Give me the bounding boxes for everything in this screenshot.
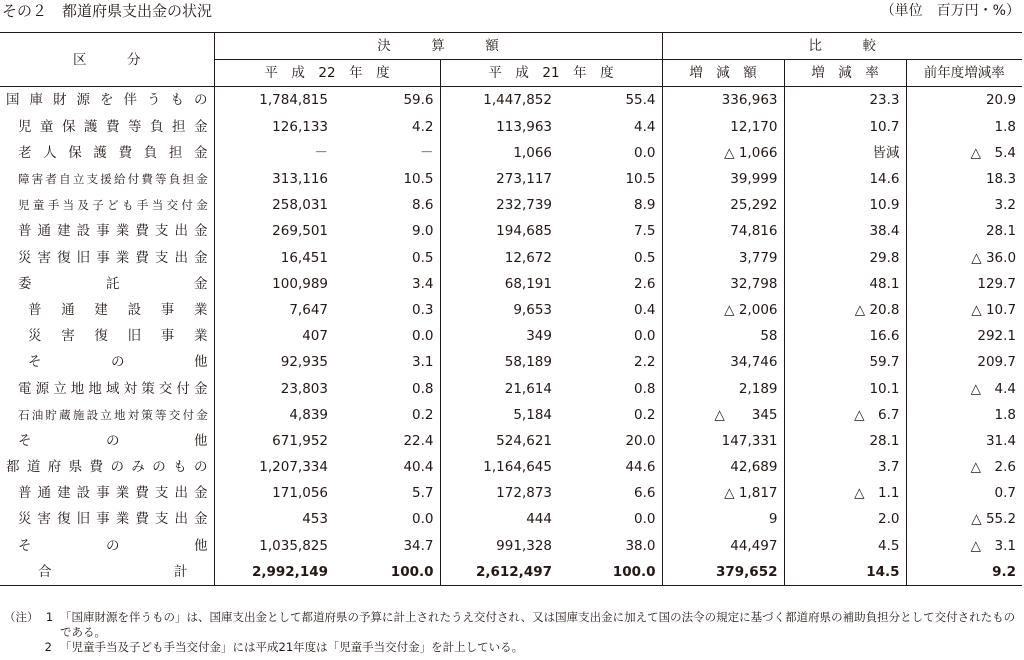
value-h21: 991,328 bbox=[440, 533, 558, 559]
note-2 bbox=[4, 640, 1020, 655]
row-label: 普通建設事業費支出金 bbox=[18, 223, 208, 240]
table-row bbox=[0, 480, 1022, 506]
change-rate: 4.5 bbox=[784, 533, 906, 559]
prev-change-rate: △ 10.7 bbox=[906, 297, 1022, 323]
share-h21: 44.6 bbox=[625, 459, 656, 476]
note-2-num: 2 bbox=[44, 640, 52, 654]
value-h21: 1,164,645 bbox=[440, 454, 558, 480]
change-rate: 3.7 bbox=[784, 454, 906, 480]
share-h22: 0.0 bbox=[412, 328, 434, 345]
share-h22: 8.6 bbox=[412, 197, 434, 214]
share-h22: 34.7 bbox=[403, 537, 434, 554]
share-h22: 22.4 bbox=[403, 432, 434, 449]
header-category: 区 分 bbox=[0, 33, 214, 87]
value-h21: 21,614 bbox=[440, 375, 558, 401]
share-h21: 2.6 bbox=[634, 275, 656, 292]
expenditure-table bbox=[0, 32, 1022, 586]
share-h22: 4.2 bbox=[412, 118, 434, 135]
table-row bbox=[0, 506, 1022, 532]
change-amount: 25,292 bbox=[662, 192, 784, 218]
share-h21: 55.4 bbox=[625, 92, 656, 109]
change-amount: △ 1,066 bbox=[662, 140, 784, 166]
row-label: そ の 他 bbox=[28, 354, 208, 371]
table-row bbox=[0, 192, 1022, 218]
prev-change-rate: 1.8 bbox=[906, 114, 1022, 140]
notes bbox=[4, 610, 1020, 655]
value-h22: 4,839 bbox=[214, 402, 334, 428]
table-row bbox=[0, 375, 1022, 401]
row-label: 石油貯蔵施設立地対策等交付金 bbox=[18, 407, 208, 422]
value-h22: － bbox=[214, 140, 334, 166]
table-row bbox=[0, 87, 1022, 114]
prev-change-rate: △ 3.1 bbox=[906, 533, 1022, 559]
share-h21: 0.2 bbox=[634, 406, 656, 423]
change-amount: 74,816 bbox=[662, 218, 784, 244]
change-rate: 14.6 bbox=[784, 166, 906, 192]
change-amount: 9 bbox=[662, 506, 784, 532]
value-h22: 92,935 bbox=[214, 349, 334, 375]
prev-change-rate: 3.2 bbox=[906, 192, 1022, 218]
prev-change-rate: 28.1 bbox=[906, 218, 1022, 244]
share-h22: 0.8 bbox=[412, 380, 434, 397]
total-change-amount: 379,652 bbox=[662, 559, 784, 586]
value-h21: 58,189 bbox=[440, 349, 558, 375]
value-h21: 524,621 bbox=[440, 428, 558, 454]
value-h22: 1,207,334 bbox=[214, 454, 334, 480]
share-h22: 5.7 bbox=[412, 485, 434, 502]
share-h22: 0.2 bbox=[412, 406, 434, 423]
value-h22: 269,501 bbox=[214, 218, 334, 244]
change-rate: 23.3 bbox=[784, 87, 906, 114]
share-h21: 38.0 bbox=[625, 537, 656, 554]
change-rate: 16.6 bbox=[784, 323, 906, 349]
change-amount: 44,497 bbox=[662, 533, 784, 559]
value-h22: 171,056 bbox=[214, 480, 334, 506]
table-row bbox=[0, 428, 1022, 454]
share-h22: 3.1 bbox=[412, 354, 434, 371]
header-h21: 平 成 21 年 度 bbox=[440, 60, 662, 87]
change-rate: 38.4 bbox=[784, 218, 906, 244]
share-h22: － bbox=[420, 144, 434, 161]
row-label: 災害復旧事業費支出金 bbox=[18, 511, 208, 528]
value-h22: 407 bbox=[214, 323, 334, 349]
header-change-rate: 増 減 率 bbox=[784, 60, 906, 87]
total-label: 合 計 bbox=[38, 563, 188, 580]
header-comparison: 比 較 bbox=[662, 33, 1022, 60]
table-row bbox=[0, 114, 1022, 140]
row-label: 都道府県費のみのもの bbox=[6, 459, 208, 476]
prev-change-rate: △ 55.2 bbox=[906, 506, 1022, 532]
change-amount: 3,779 bbox=[662, 245, 784, 271]
change-rate: 59.7 bbox=[784, 349, 906, 375]
share-h21: 0.0 bbox=[634, 511, 656, 528]
value-h21: 5,184 bbox=[440, 402, 558, 428]
prev-change-rate: 0.7 bbox=[906, 480, 1022, 506]
row-label: 老人保護費負担金 bbox=[18, 144, 208, 161]
value-h22: 671,952 bbox=[214, 428, 334, 454]
header-prev-change-rate: 前年度増減率 bbox=[906, 60, 1022, 87]
value-h21: 273,117 bbox=[440, 166, 558, 192]
change-amount: 34,746 bbox=[662, 349, 784, 375]
change-amount: 336,963 bbox=[662, 87, 784, 114]
prev-change-rate: 20.9 bbox=[906, 87, 1022, 114]
share-h22: 0.3 bbox=[412, 301, 434, 318]
prev-change-rate: △ 36.0 bbox=[906, 245, 1022, 271]
share-h21: 0.8 bbox=[634, 380, 656, 397]
value-h22: 23,803 bbox=[214, 375, 334, 401]
change-rate: 28.1 bbox=[784, 428, 906, 454]
table-row bbox=[0, 454, 1022, 480]
prev-change-rate: 209.7 bbox=[906, 349, 1022, 375]
share-h21: 2.2 bbox=[634, 354, 656, 371]
value-h21: 9,653 bbox=[440, 297, 558, 323]
table-row bbox=[0, 218, 1022, 244]
change-rate: △ 6.7 bbox=[784, 402, 906, 428]
total-prev-change-rate: 9.2 bbox=[906, 559, 1022, 586]
row-label: 普通建設事業費支出金 bbox=[18, 485, 208, 502]
change-amount: 2,189 bbox=[662, 375, 784, 401]
value-h22: 100,989 bbox=[214, 271, 334, 297]
value-h21: 194,685 bbox=[440, 218, 558, 244]
row-label: 災害復旧事業 bbox=[28, 328, 208, 345]
share-h21: 0.5 bbox=[634, 249, 656, 266]
unit-label: （単位 百万円・%） bbox=[880, 3, 1020, 19]
change-rate: 48.1 bbox=[784, 271, 906, 297]
table-row bbox=[0, 297, 1022, 323]
share-h21: 0.0 bbox=[634, 328, 656, 345]
change-rate: 10.7 bbox=[784, 114, 906, 140]
change-rate: 10.1 bbox=[784, 375, 906, 401]
value-h22: 126,133 bbox=[214, 114, 334, 140]
table-row bbox=[0, 323, 1022, 349]
note-2-text: 「児童手当及子ども手当交付金」には平成21年度は「児童手当交付金」を計上している。 bbox=[60, 640, 524, 654]
share-h21: 0.4 bbox=[634, 301, 656, 318]
share-h22: 9.0 bbox=[412, 223, 434, 240]
change-amount: 58 bbox=[662, 323, 784, 349]
value-h21: 1,066 bbox=[440, 140, 558, 166]
prev-change-rate: △ 4.4 bbox=[906, 375, 1022, 401]
value-h21: 113,963 bbox=[440, 114, 558, 140]
value-h21: 68,191 bbox=[440, 271, 558, 297]
value-h21: 1,447,852 bbox=[440, 87, 558, 114]
row-label: 国庫財源を伴うもの bbox=[6, 92, 208, 109]
change-rate: △ 20.8 bbox=[784, 297, 906, 323]
row-label: 障害者自立支援給付費等負担金 bbox=[18, 172, 208, 187]
prev-change-rate: 18.3 bbox=[906, 166, 1022, 192]
value-h21: 444 bbox=[440, 506, 558, 532]
share-h22: 0.0 bbox=[412, 511, 434, 528]
total-share-h21: 100.0 bbox=[558, 559, 662, 586]
prev-change-rate: 1.8 bbox=[906, 402, 1022, 428]
total-row bbox=[0, 559, 1022, 586]
row-label: 電源立地地域対策交付金 bbox=[18, 380, 208, 397]
table-row bbox=[0, 349, 1022, 375]
prev-change-rate: △ 2.6 bbox=[906, 454, 1022, 480]
share-h21: 20.0 bbox=[625, 432, 656, 449]
table-row bbox=[0, 140, 1022, 166]
change-amount: △ 2,006 bbox=[662, 297, 784, 323]
share-h21: 6.6 bbox=[634, 485, 656, 502]
change-rate: 皆減 bbox=[784, 140, 906, 166]
prev-change-rate: △ 5.4 bbox=[906, 140, 1022, 166]
share-h22: 3.4 bbox=[412, 275, 434, 292]
change-amount: 12,170 bbox=[662, 114, 784, 140]
change-rate: △ 1.1 bbox=[784, 480, 906, 506]
table-row bbox=[0, 402, 1022, 428]
row-label: 委 託 金 bbox=[18, 275, 208, 292]
page-title: その２ 都道府県支出金の状況 bbox=[2, 2, 213, 20]
share-h21: 0.0 bbox=[634, 144, 656, 161]
value-h22: 258,031 bbox=[214, 192, 334, 218]
share-h22: 10.5 bbox=[403, 171, 434, 188]
change-amount: 39,999 bbox=[662, 166, 784, 192]
prev-change-rate: 129.7 bbox=[906, 271, 1022, 297]
change-amount: 147,331 bbox=[662, 428, 784, 454]
change-amount: △ 345 bbox=[662, 402, 784, 428]
value-h21: 349 bbox=[440, 323, 558, 349]
table-row bbox=[0, 166, 1022, 192]
change-rate: 10.9 bbox=[784, 192, 906, 218]
total-share-h22: 100.0 bbox=[334, 559, 440, 586]
row-label: 普通建設事業 bbox=[28, 301, 208, 318]
change-amount: △ 1,817 bbox=[662, 480, 784, 506]
change-rate: 29.8 bbox=[784, 245, 906, 271]
prev-change-rate: 31.4 bbox=[906, 428, 1022, 454]
share-h21: 4.4 bbox=[634, 118, 656, 135]
header-h22: 平 成 22 年 度 bbox=[214, 60, 440, 87]
change-rate: 2.0 bbox=[784, 506, 906, 532]
value-h22: 313,116 bbox=[214, 166, 334, 192]
change-amount: 32,798 bbox=[662, 271, 784, 297]
share-h21: 7.5 bbox=[634, 223, 656, 240]
row-label: そ の 他 bbox=[18, 537, 208, 554]
total-value-h22: 2,992,149 bbox=[214, 559, 334, 586]
table-row bbox=[0, 271, 1022, 297]
table-row bbox=[0, 245, 1022, 271]
share-h21: 8.9 bbox=[634, 197, 656, 214]
row-label: 児童手当及子ども手当交付金 bbox=[18, 198, 208, 213]
value-h21: 12,672 bbox=[440, 245, 558, 271]
note-prefix: （注） 1 bbox=[4, 610, 54, 624]
prev-change-rate: 292.1 bbox=[906, 323, 1022, 349]
value-h22: 1,035,825 bbox=[214, 533, 334, 559]
value-h21: 232,739 bbox=[440, 192, 558, 218]
note-1 bbox=[4, 610, 1020, 640]
share-h22: 0.5 bbox=[412, 249, 434, 266]
header-change-amount: 増 減 額 bbox=[662, 60, 784, 87]
value-h22: 7,647 bbox=[214, 297, 334, 323]
note-1-text: 「国庫財源を伴うもの」は、国庫支出金として都道府県の予算に計上されたうえ交付され、又は国庫支出金に加えて国の法令の規定に基づく都道府県の補助負担分として交付されたものである。 bbox=[60, 610, 1016, 639]
total-change-rate: 14.5 bbox=[784, 559, 906, 586]
change-amount: 42,689 bbox=[662, 454, 784, 480]
total-value-h21: 2,612,497 bbox=[440, 559, 558, 586]
header-settlement: 決 算 額 bbox=[214, 33, 662, 60]
value-h21: 172,873 bbox=[440, 480, 558, 506]
table-row bbox=[0, 533, 1022, 559]
value-h22: 16,451 bbox=[214, 245, 334, 271]
share-h22: 59.6 bbox=[403, 92, 434, 109]
row-label: そ の 他 bbox=[18, 432, 208, 449]
value-h22: 453 bbox=[214, 506, 334, 532]
row-label: 児童保護費等負担金 bbox=[18, 118, 208, 135]
share-h22: 40.4 bbox=[403, 459, 434, 476]
row-label: 災害復旧事業費支出金 bbox=[18, 249, 208, 266]
share-h21: 10.5 bbox=[625, 171, 656, 188]
value-h22: 1,784,815 bbox=[214, 87, 334, 114]
